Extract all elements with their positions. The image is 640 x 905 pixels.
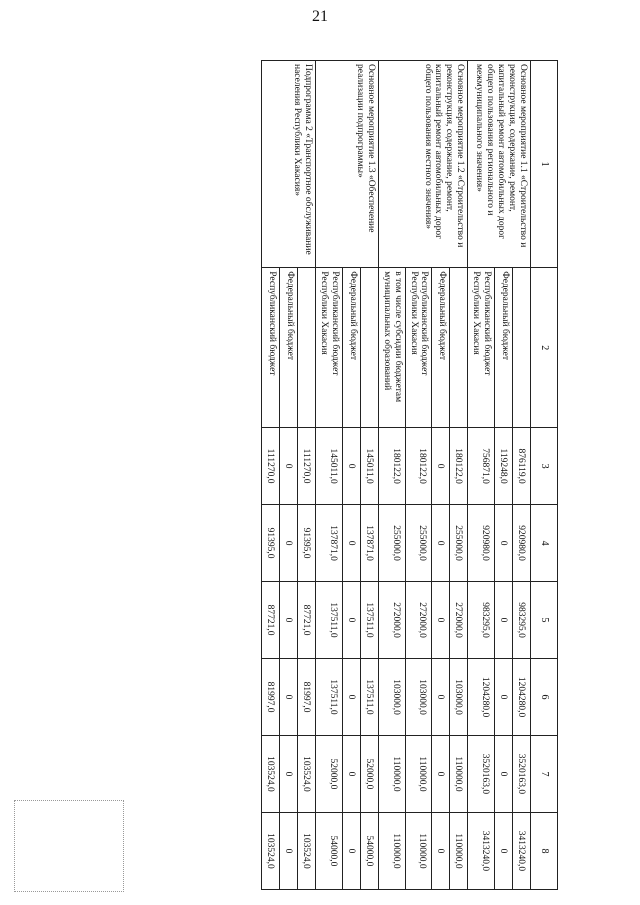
budget-table [261, 60, 558, 890]
table-row [450, 61, 468, 890]
value-cell: 0 [432, 428, 450, 505]
value-cell: 0 [432, 812, 450, 889]
value-cell: 0 [432, 505, 450, 582]
value-cell: 180122,0 [405, 428, 432, 505]
value-cell: 54000,0 [360, 812, 378, 889]
value-cell: 0 [280, 428, 298, 505]
value-cell: 0 [280, 505, 298, 582]
value-cell: 137511,0 [360, 582, 378, 659]
value-cell: 110000,0 [450, 812, 468, 889]
program-name-cell: Основное мероприятие 1.2 «Строительство и реконструкция, содержание, ремонт, капитальный ремонт автомобильных дорог общего пользования местного значения» [378, 61, 468, 268]
value-cell: 3413240,0 [513, 812, 531, 889]
value-cell: 111270,0 [262, 428, 280, 505]
table-row [298, 61, 316, 890]
funding-source-cell: Республиканский бюджет [262, 268, 280, 428]
value-cell: 272000,0 [450, 582, 468, 659]
funding-source-cell: Федеральный бюджет [495, 268, 513, 428]
value-cell: 756871,0 [468, 428, 495, 505]
value-cell: 3413240,0 [468, 812, 495, 889]
value-cell: 3520163,0 [468, 736, 495, 813]
value-cell: 0 [280, 736, 298, 813]
value-cell: 0 [432, 582, 450, 659]
value-cell: 0 [342, 505, 360, 582]
header-cell: 2 [531, 268, 558, 428]
value-cell: 920980,0 [468, 505, 495, 582]
header-cell: 5 [531, 582, 558, 659]
value-cell: 920980,0 [513, 505, 531, 582]
value-cell: 137871,0 [360, 505, 378, 582]
value-cell: 110000,0 [450, 736, 468, 813]
value-cell: 103000,0 [378, 659, 405, 736]
table-row [360, 61, 378, 890]
funding-source-cell [450, 268, 468, 428]
value-cell: 81997,0 [262, 659, 280, 736]
value-cell: 983295,0 [513, 582, 531, 659]
value-cell: 272000,0 [378, 582, 405, 659]
table-body [262, 61, 531, 890]
value-cell: 91395,0 [262, 505, 280, 582]
value-cell: 0 [342, 582, 360, 659]
header-cell: 4 [531, 505, 558, 582]
header-cell: 6 [531, 659, 558, 736]
value-cell: 983295,0 [468, 582, 495, 659]
value-cell: 103524,0 [262, 812, 280, 889]
value-cell: 110000,0 [405, 736, 432, 813]
value-cell: 111270,0 [298, 428, 316, 505]
value-cell: 876119,0 [513, 428, 531, 505]
value-cell: 137511,0 [316, 582, 343, 659]
funding-source-cell: Республиканский бюджет Республики Хакасия [405, 268, 432, 428]
value-cell: 52000,0 [316, 736, 343, 813]
value-cell: 91395,0 [298, 505, 316, 582]
value-cell: 103524,0 [298, 812, 316, 889]
value-cell: 0 [432, 659, 450, 736]
value-cell: 103000,0 [405, 659, 432, 736]
value-cell: 255000,0 [378, 505, 405, 582]
value-cell: 137511,0 [360, 659, 378, 736]
value-cell: 81997,0 [298, 659, 316, 736]
value-cell: 87721,0 [262, 582, 280, 659]
value-cell: 0 [342, 736, 360, 813]
value-cell: 0 [495, 659, 513, 736]
value-cell: 110000,0 [378, 812, 405, 889]
value-cell: 103524,0 [262, 736, 280, 813]
header-cell: 3 [531, 428, 558, 505]
value-cell: 0 [342, 428, 360, 505]
header-cell: 1 [531, 61, 558, 268]
program-name-cell: Основное мероприятие 1.3 «Обеспечение реализации подпрограммы» [316, 61, 379, 268]
program-name-cell: Основное мероприятие 1.1 «Строительство и реконструкция, содержание, ремонт, капитальный ремонт автомобильных дорог общего пользования регионального и межмуниципального значения» [468, 61, 531, 268]
value-cell: 52000,0 [360, 736, 378, 813]
value-cell: 272000,0 [405, 582, 432, 659]
header-cell: 7 [531, 736, 558, 813]
value-cell: 103000,0 [450, 659, 468, 736]
header-cell: 8 [531, 812, 558, 889]
funding-source-cell [360, 268, 378, 428]
value-cell: 255000,0 [405, 505, 432, 582]
value-cell: 87721,0 [298, 582, 316, 659]
value-cell: 0 [495, 812, 513, 889]
funding-source-cell: Федеральный бюджет [432, 268, 450, 428]
funding-source-cell: Республиканский бюджет Республики Хакасия [468, 268, 495, 428]
funding-source-cell: Республиканский бюджет Республики Хакасия [316, 268, 343, 428]
value-cell: 145011,0 [360, 428, 378, 505]
value-cell: 0 [280, 659, 298, 736]
funding-source-cell: в том числе субсидии бюджетам муниципальных образований [378, 268, 405, 428]
program-name-cell: Подпрограмма 2 «Транспортное обслуживание населения Республики Хакасия» [262, 61, 316, 268]
funding-source-cell [513, 268, 531, 428]
value-cell: 0 [280, 812, 298, 889]
value-cell: 110000,0 [378, 736, 405, 813]
value-cell: 103524,0 [298, 736, 316, 813]
header-row [531, 61, 558, 890]
value-cell: 0 [432, 736, 450, 813]
value-cell: 137871,0 [316, 505, 343, 582]
value-cell: 0 [342, 659, 360, 736]
value-cell: 110000,0 [405, 812, 432, 889]
funding-source-cell: Федеральный бюджет [280, 268, 298, 428]
value-cell: 1204280,0 [468, 659, 495, 736]
value-cell: 0 [342, 812, 360, 889]
rotated-table-container [118, 60, 558, 890]
value-cell: 0 [495, 505, 513, 582]
table-row [513, 61, 531, 890]
value-cell: 0 [280, 582, 298, 659]
value-cell: 180122,0 [450, 428, 468, 505]
value-cell: 0 [495, 736, 513, 813]
stamp [14, 800, 124, 892]
funding-source-cell [298, 268, 316, 428]
value-cell: 255000,0 [450, 505, 468, 582]
value-cell: 0 [495, 582, 513, 659]
page-number: 21 [312, 8, 328, 25]
value-cell: 145011,0 [316, 428, 343, 505]
value-cell: 119248,0 [495, 428, 513, 505]
value-cell: 54000,0 [316, 812, 343, 889]
funding-source-cell: Федеральный бюджет [342, 268, 360, 428]
value-cell: 1204280,0 [513, 659, 531, 736]
value-cell: 3520163,0 [513, 736, 531, 813]
value-cell: 180122,0 [378, 428, 405, 505]
value-cell: 137511,0 [316, 659, 343, 736]
